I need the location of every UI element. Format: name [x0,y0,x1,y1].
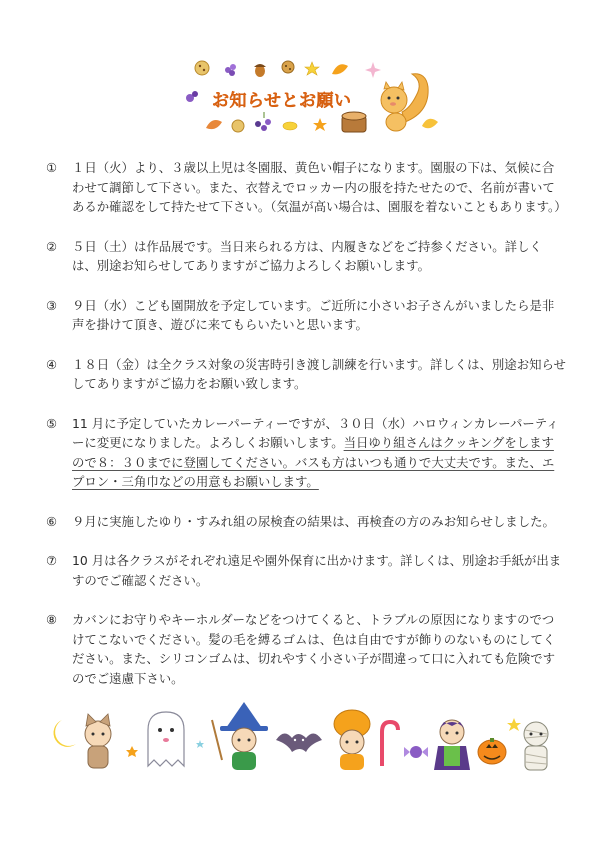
berries-icon [186,91,198,102]
notice-number: ⑦ [46,553,58,568]
star-icon [313,118,327,131]
notice-text: カバンにお守りやキーホルダーなどをつけてくると、トラブルの原因になりますのでつけてこないでください。髪の毛を縛るゴムは、色は自由ですが飾りのないものにしてください。また、シリコンゴムは、切れやすく小さい子が間違って口に入れても危険ですのでご遠慮下さい。 [72,612,556,686]
notice-item [46,610,566,688]
notice-number: ① [46,160,58,175]
candy-cane-icon [382,722,398,766]
tree-stump-icon [342,112,366,132]
notice-item [46,414,566,492]
cookie-icon [282,61,294,73]
notice-list [46,158,566,688]
notice-number: ⑤ [46,415,58,431]
page-title: お知らせとお願い [212,91,352,111]
notice-item [46,158,566,217]
mummy-icon [524,722,548,770]
leaf-icon [283,122,297,130]
witch-child-icon [212,702,268,770]
notice-text: ５日（土）は作品展です。当日来られる方は、内履きなどをご持参ください。詳しくは、別途お知らせしてありますがご協力よろしくお願いします。 [72,238,542,273]
header [180,52,440,142]
notice-number: ② [46,238,58,254]
notice-item [46,296,566,335]
notice-number: ⑧ [46,612,58,627]
leaf-icon [206,120,222,129]
notice-text: ９日（水）こども園開放を予定しています。ご近所に小さいお子さんがいましたら是非声を掛けて頂き、遊びに来てもらいたいと思います。 [72,297,555,332]
cookie-icon [232,120,244,132]
notice-number: ⑥ [46,513,58,529]
moon-icon [54,720,76,747]
cookie-icon [195,61,209,75]
notice-item [46,237,566,276]
ghost-icon [148,712,184,766]
candy-icon [404,746,428,758]
halloween-characters [40,700,560,780]
acorn-icon [254,64,266,77]
notice-number: ④ [46,356,58,372]
star-icon [305,62,319,75]
berries-icon [225,64,236,76]
notice-text: １８日（金）は全クラス対象の災害時引き渡し訓練を行います。詳しくは、別途お知らせしてありますがご協力をお願い致します。 [72,356,566,391]
leaf-icon [422,119,438,128]
sparkle-icon [365,62,381,78]
leaf-icon [332,64,348,74]
vampire-child-icon [434,720,470,770]
notice-text: 10 月は各クラスがそれぞれ遠足や園外保育に出かけます。詳しくは、別途お手紙が出ますのでご確認ください。 [72,553,562,588]
cat-child-icon [85,714,111,768]
jack-o-lantern-icon [478,738,506,764]
pumpkin-child-icon [334,710,370,770]
footer-decoration [40,700,560,780]
squirrel-icon [381,74,428,131]
notice-item [46,512,566,532]
notice-text: 11 月に予定していたカレーパーティーですが、３０日（水）ハロウィンカレーパーティーに変更になりました。よろしくお願いします。当日ゆり組さんはクッキングをしますので８：３０までに登園してください。バスも方はいつも通りで大丈夫です。また、エプロン・三角巾などの用意もお願いします。 [72,415,559,489]
notice-text: １日（火）より、３歳以上児は冬園服、黄色い帽子になります。園服の下は、気候に合わせて調節して下さい。また、衣替えでロッカー内の服を持たせたので、名前が書いてあるか確認をして持たせて下さい。（気温が高い場合は、園服を着ないこともあります。） [72,160,567,214]
notice-text: ９月に実施したゆり・すみれ組の尿検査の結果は、再検査の方のみお知らせしました。 [72,513,555,529]
notice-number: ③ [46,297,58,313]
notice-item [46,355,566,394]
notice-item [46,551,566,590]
star-icon [507,718,521,731]
underlined-instructions: 当日ゆり組さんはクッキングをしますので８：３０までに登園してください。バスも方はいつも通りで大丈夫です。また、エプロン・三角巾などの用意もお願いします。 [72,435,555,489]
bat-icon [276,733,322,752]
berries-icon [255,112,271,131]
